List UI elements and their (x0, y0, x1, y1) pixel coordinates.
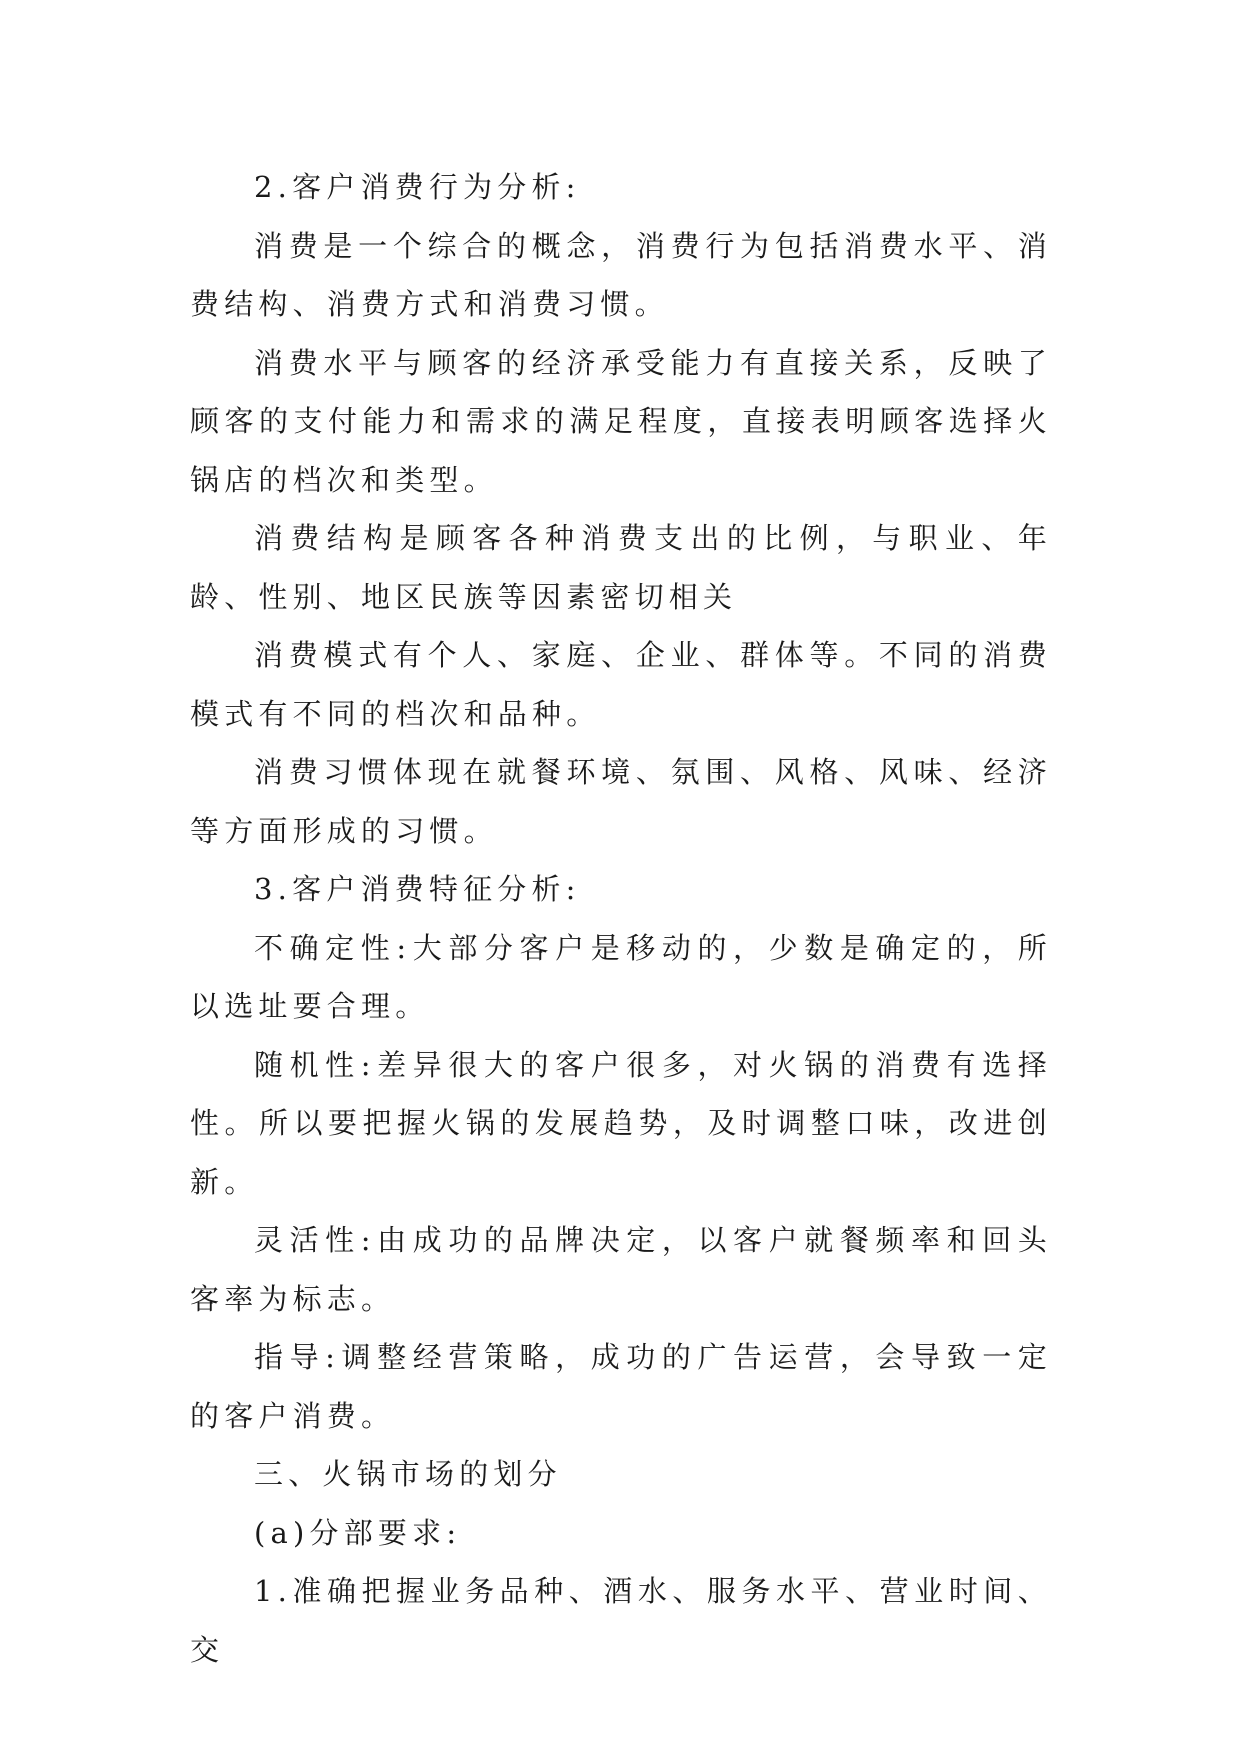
heading-consumer-features: 3.客户消费特征分析: (254, 872, 581, 906)
paragraph-requirement-1: 1.准确把握业务品种、酒水、服务水平、营业时间、交 (190, 1574, 1052, 1667)
document-body (190, 158, 1052, 1679)
paragraph-consumption-level: 消费水平与顾客的经济承受能力有直接关系，反映了顾客的支付能力和需求的满足程度，直接表明顾客选择火锅店的档次和类型。 (190, 345, 1052, 497)
paragraph-guidance: 指导:调整经营策略，成功的广告运营，会导致一定的客户消费。 (190, 1340, 1052, 1433)
heading-consumer-behavior: 2.客户消费行为分析: (254, 170, 581, 204)
paragraph-randomness: 随机性:差异很大的客户很多，对火锅的消费有选择性。所以要把握火锅的发展趋势，及时调整口味，改进创新。 (190, 1047, 1052, 1199)
paragraph-consumption-concept: 消费是一个综合的概念，消费行为包括消费水平、消费结构、消费方式和消费习惯。 (190, 228, 1052, 321)
paragraph-consumption-mode: 消费模式有个人、家庭、企业、群体等。不同的消费模式有不同的档次和品种。 (190, 638, 1052, 731)
heading-segment-requirements: (a)分部要求: (254, 1515, 462, 1550)
paragraph-consumption-structure: 消费结构是顾客各种消费支出的比例，与职业、年龄、性别、地区民族等因素密切相关 (190, 521, 1052, 614)
paragraph-flexibility: 灵活性:由成功的品牌决定，以客户就餐频率和回头客率为标志。 (190, 1223, 1052, 1316)
paragraph-consumption-habit: 消费习惯体现在就餐环境、氛围、风格、风味、经济等方面形成的习惯。 (190, 755, 1052, 848)
paragraph-uncertainty: 不确定性:大部分客户是移动的，少数是确定的，所以选址要合理。 (190, 930, 1052, 1023)
heading-market-segmentation: 三、火锅市场的划分 (254, 1457, 562, 1491)
